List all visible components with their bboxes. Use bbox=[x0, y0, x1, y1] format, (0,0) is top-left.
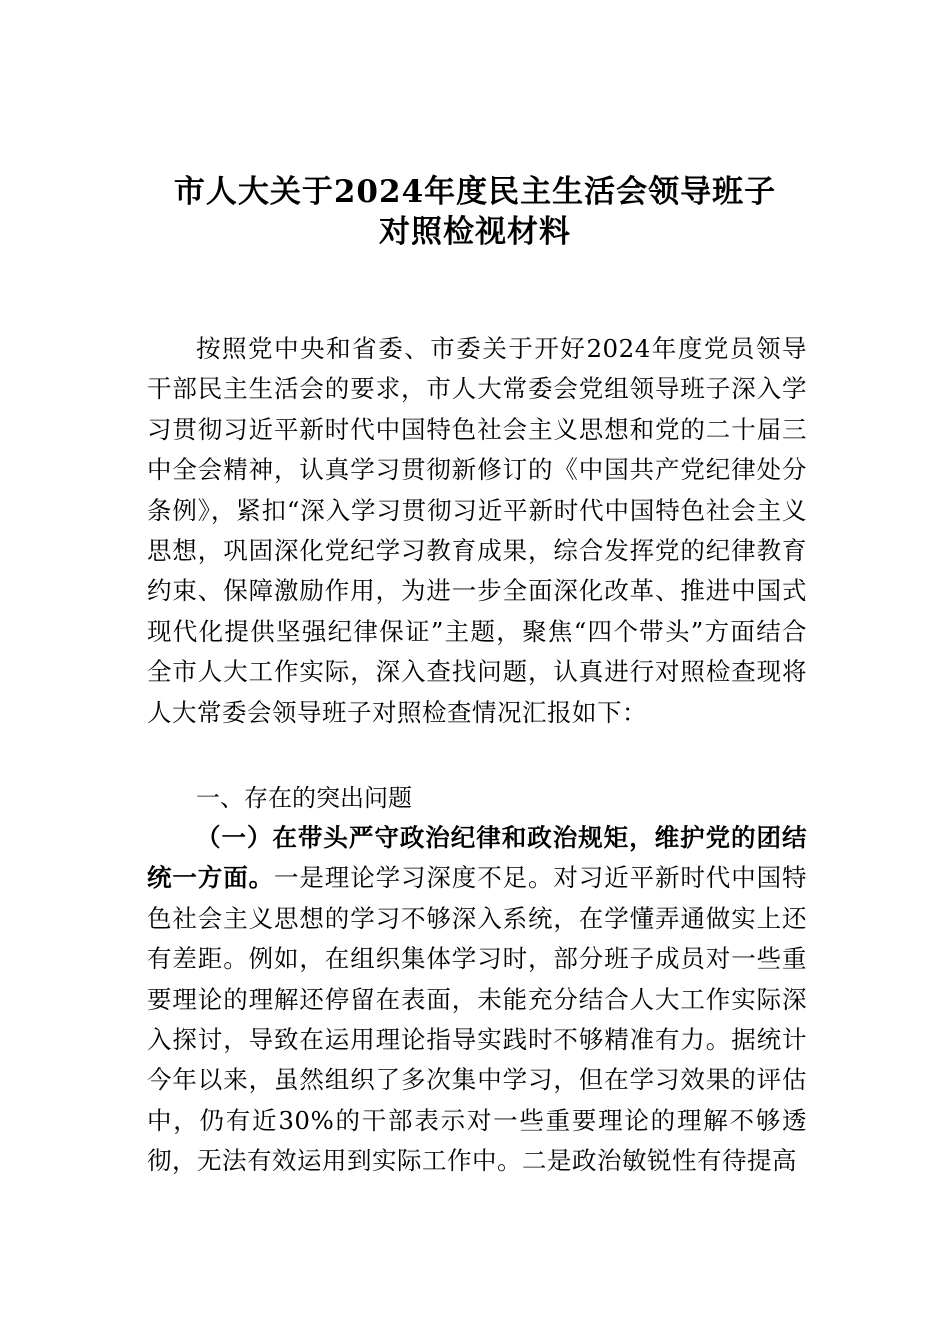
intro-paragraph: 按照党中央和省委、市委关于开好2024年度党员领导干部民主生活会的要求，市人大常委会党组领导班子深入学习贯彻习近平新时代中国特色社会主义思想和党的二十届三中全会精神，认真学习贯彻新修订的《中国共产党纪律处分条例》，紧扣“深入学习贯彻习近平新时代中国特色社会主义思想，巩固深化党纪学习教育成果，综合发挥党的纪律教育约束、保障激励作用，为进一步全面深化改革、推进中国式现代化提供坚强纪律保证”主题，聚焦“四个带头”方面结合全市人大工作实际，深入查找问题，认真进行对照检查现将人大常委会领导班子对照检查情况汇报如下： bbox=[147, 334, 807, 727]
document-title-line-1: 市人大关于2024年度民主生活会领导班子 bbox=[173, 174, 777, 210]
subsection-paragraph bbox=[147, 818, 807, 1182]
section-heading: 一、存在的突出问题 bbox=[196, 784, 412, 812]
document-title-line-2: 对照检视材料 bbox=[379, 214, 571, 250]
subsection-heading: （一）在带头严守政治纪律和政治规矩，维护党的团结统一方面。 bbox=[147, 823, 807, 893]
subsection-body: 一是理论学习深度不足。对习近平新时代中国特色社会主义思想的学习不够深入系统，在学懂弄通做实上还有差距。例如，在组织集体学习时，部分班子成员对一些重要理论的理解还停留在表面，未能充分结合人大工作实际深入探讨，导致在运用理论指导实践时不够精准有力。据统计今年以来，虽然组织了多次集中学习，但在学习效果的评估中，仍有近30%的干部表示对一些重要理论的理解不够透彻，无法有效运用到实际工作中。二是政治敏锐性有待提高 bbox=[147, 863, 807, 1176]
